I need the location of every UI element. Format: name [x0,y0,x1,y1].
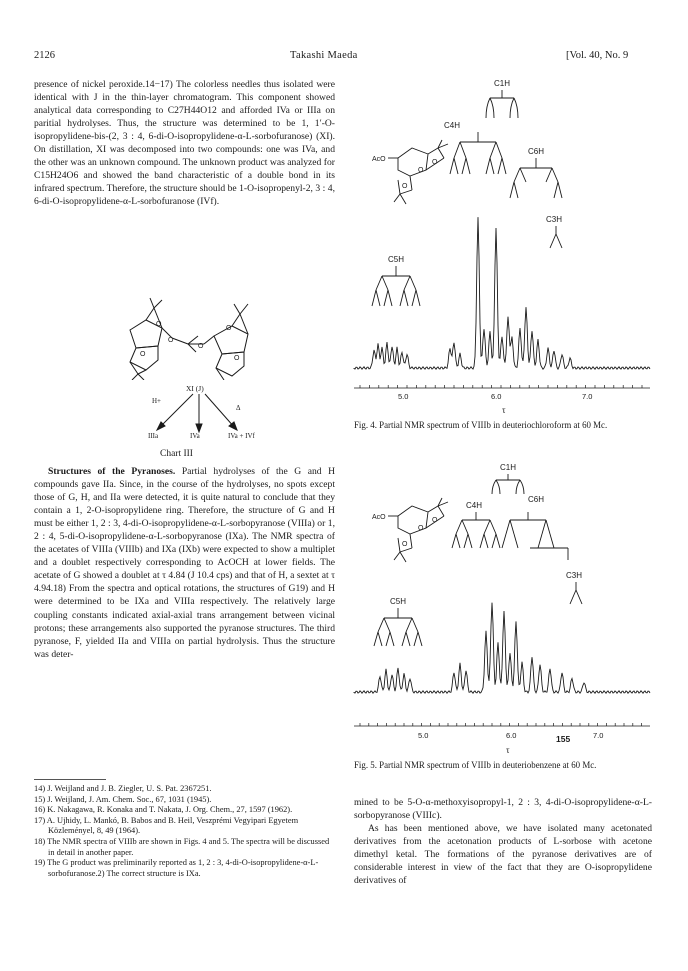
footnote-16: 16) K. Nakagawa, R. Konaka and T. Nakata, J. Org. Chem., 27, 1597 (1962). [34,805,293,815]
fig5-c6h-label: C6H [528,495,545,504]
section-title: Structures of the Pyranoses. [48,466,176,477]
footnote-15: 15) J. Weijland, J. Am. Chem. Soc., 67, 1031 (1945). [34,794,212,804]
fig5-c5h-label: C5H [390,597,407,606]
fig5-nmr-spectrum [350,460,660,750]
svg-text:O: O [432,517,438,524]
acid-label: H+ [152,397,162,405]
svg-text:O: O [226,325,232,332]
volume-info: [Vol. 40, No. 9 [566,50,629,61]
svg-text:O: O [418,167,424,174]
next-paragraph: As has been mentioned above, we have isolated many acetonated derivatives from the acetonation products of L-sorbose with acetone dimethyl ketal. The formations of the pyranose derivatives are of considerable interest in view of the fact that they are O-isopropylidene derivatives of [354,823,652,887]
svg-text:O: O [140,351,146,358]
page-number: 2126 [34,50,55,61]
chart-center-label: XI (J) [186,384,204,393]
fig5-tick-7: 7.0 [593,731,604,740]
footnote-14: 14) J. Weijland and J. B. Ziegler, U. S. Pat. 2367251. [34,784,212,793]
fig5-axis-unit: τ [506,745,510,755]
fig4-tick-6: 6.0 [491,392,502,401]
fig4-c4h-label: C4H [444,121,461,130]
paragraph-text: presence of nickel peroxide.14−17) The colorless needles thus isolated were identical with J in the thin-layer chromatogram. This component showed analytical data corresponding to C27H44O12 and afforded IVa or IIIa on paritial hydrolyses. Thus, the structure was determined to be 1, 1′-O-isopropylidene-bis-(2, 3 : 4, 6-di-O-isopropylidene-α-L-sorbofuranose) (XI). On distillation, XI was decomposed into two compounds: one was IVa, and the other was an unknown compound. The unknown product was analyzed for C15H24O6 and showed the band characteristic of a double bond in its infrared spectrum. Therefore, the structure should be 1-O-isopropenyl-2, 3 : 4, 6-di-O-isopropylidene-α-L-sorbofuranose (IVf). [34,79,335,208]
product-iiia: IIIa [148,432,159,440]
footnote-rule [34,779,106,780]
fig5-tick-6: 6.0 [506,731,517,740]
fig4-axis-unit: τ [502,405,506,415]
fig4-c1h-label: C1H [494,79,511,88]
fig4-c5h-label: C5H [388,255,405,264]
continued-paragraph: mined to be 5-O-α-methoxyisopropyl-1, 2 : 3, 4-di-O-isopropylidene-α-L-sorbopyranose (VIIIc). [354,797,652,822]
fig4-trace [354,217,650,369]
svg-text:O: O [418,525,424,532]
svg-text:O: O [234,355,240,362]
pyranose-section [34,465,335,661]
fig4-splitting-trees [372,90,562,306]
fig5-c3h-label: C3H [566,571,583,580]
footnote-18: 18) The NMR spectra of VIIIb are shown in Figs. 4 and 5. The spectra will be discussed in detail in another paper. [34,836,330,857]
footnote-17: 17) A. Ujhidy, L. Mankó, B. Babos and B. Heil, Veszprémi Vegyipari Egyetem Közleményel, 8, 49 (1964). [34,815,299,836]
footnotes [34,784,335,879]
fig4-tick-7: 7.0 [582,392,593,401]
intro-paragraph [34,78,335,208]
right-column-text [354,796,652,887]
fig5-tick-155: 155 [556,734,571,744]
product-iva-ivf: IVa + IVf [228,432,255,440]
fig5-tick-5: 5.0 [418,731,429,740]
fig4-nmr-spectrum [350,62,660,402]
svg-text:O: O [402,183,408,190]
section-body: Partial hydrolyses of the G and H compounds gave IIa. Since, in the course of the hydrolyses, no spots except those of G, H, and IIa were detected, it is quite natural to conclude that they contain a 1, 2-O-isopropylidene ring. Therefore, the structure of G and H must be either 1, 2 : 3, 4-di-O-isopropylidene-α-L-sorbopyranose (VIIIa) or 1, 2 : 4, 5-di-O-isopropylidene-α-L-sorbopyranose (IXa). The NMR spectra of the acetates of VIIIa (VIIIb) and IXa (IXb) were expected to show a multiplet and a doublet respectively corresponding to AcOCH at lower fields. The acetate of G showed a doublet at τ 4.84 (J 10.4 cps) and that of H, a sextet at τ 4.94.18) From the spectra and optical rotations, the structures of G19) and H were determined to be IXa and VIIIa respectively. The relatively large coupling constants indicated axial-axial trans arrangement between vicinal protons; these arrangements also supported the pyranose structures. The third pyranose, F, yielded IIa and VIIIa on partial hydrolysis. Thus the structure was deter- [34,466,335,660]
product-iva: IVa [190,432,200,440]
footnote-19: 19) The G product was preliminarily reported as 1, 2 : 3, 4-di-O-isopropylidene-α-L-sorbofuranose.2) The correct structure is IXa. [34,858,319,878]
bis-sorbofuranose-structure [110,290,310,380]
fig4-caption: Fig. 4. Partial NMR spectrum of VIIIb in deuteriochloroform at 60 Mc. [354,420,608,430]
running-author: Takashi Maeda [290,50,358,61]
chart-caption: Chart III [160,449,193,459]
svg-text:O: O [432,159,438,166]
fig4-c6h-label: C6H [528,147,545,156]
fig4-aco-label: AcO [372,156,386,163]
fig4-tick-5: 5.0 [398,392,409,401]
fig5-c4h-label: C4H [466,501,483,510]
fig5-c1h-label: C1H [500,463,517,472]
svg-text:O: O [198,343,204,350]
svg-text:O: O [156,321,162,328]
svg-text:O: O [402,541,408,548]
svg-text:O: O [168,337,174,344]
fig5-aco-label: AcO [372,514,386,521]
fig4-c3h-label: C3H [546,215,563,224]
fig5-caption: Fig. 5. Partial NMR spectrum of VIIIb in deuteriobenzene at 60 Mc. [354,760,597,770]
heat-label: Δ [236,404,241,412]
